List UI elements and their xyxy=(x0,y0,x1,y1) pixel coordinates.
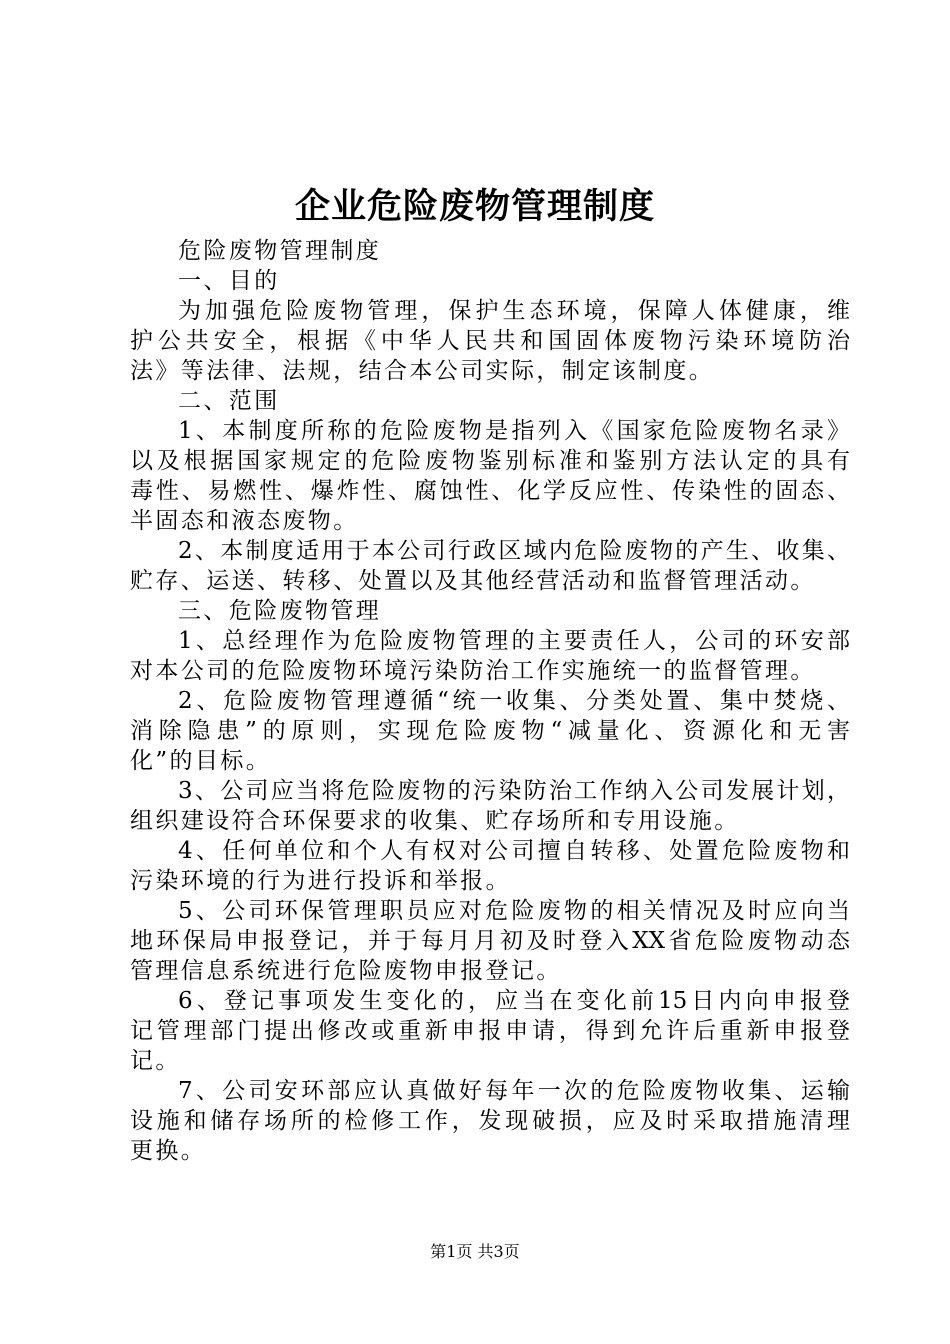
text-line: 为加强危险废物管理，保护生态环境，保障人体健康，维 xyxy=(178,298,850,324)
text-line: 消除隐患”的原则，实现危险废物“减量化、资源化和无害 xyxy=(130,718,850,744)
text-line: 1、本制度所称的危险废物是指列入《国家危险废物名录》 xyxy=(178,418,850,444)
text-line: 以及根据国家规定的危险废物鉴别标准和鉴别方法认定的具有 xyxy=(130,448,850,474)
text-line: 2、本制度适用于本公司行政区域内危险废物的产生、收集、 xyxy=(178,538,850,564)
document-body xyxy=(130,236,850,1166)
text-line: 二、范围 xyxy=(178,388,280,414)
text-line: 一、目的 xyxy=(178,268,280,294)
page-footer: 第1页 共3页 xyxy=(430,1242,520,1261)
text-line: 污染环境的行为进行投诉和举报。 xyxy=(130,868,511,894)
text-line: 地环保局申报登记，并于每月月初及时登入XX省危险废物动态 xyxy=(130,928,850,954)
text-line: 3、公司应当将危险废物的污染防治工作纳入公司发展计划， xyxy=(178,778,850,804)
text-line: 7、公司安环部应认真做好每年一次的危险废物收集、运输 xyxy=(178,1078,850,1104)
text-line: 5、公司环保管理职员应对危险废物的相关情况及时应向当 xyxy=(178,898,850,924)
text-line: 记。 xyxy=(130,1048,181,1074)
text-line: 护公共安全，根据《中华人民共和国固体废物污染环境防治 xyxy=(130,328,850,354)
text-line: 4、任何单位和个人有权对公司擅自转移、处置危险废物和 xyxy=(178,838,850,864)
text-line: 1、总经理作为危险废物管理的主要责任人，公司的环安部 xyxy=(178,628,850,654)
text-line: 6、登记事项发生变化的，应当在变化前15日内向申报登 xyxy=(178,988,850,1014)
text-line: 法》等法律、法规，结合本公司实际，制定该制度。 xyxy=(130,358,715,384)
text-line: 贮存、运送、转移、处置以及其他经营活动和监督管理活动。 xyxy=(130,568,816,594)
text-line: 半固态和液态废物。 xyxy=(130,508,359,534)
text-line: 组织建设符合环保要求的收集、贮存场所和专用设施。 xyxy=(130,808,740,834)
text-line: 2、危险废物管理遵循“统一收集、分类处置、集中焚烧、 xyxy=(178,688,850,714)
text-line: 更换。 xyxy=(130,1138,207,1164)
text-line: 危险废物管理制度 xyxy=(178,238,382,264)
text-line: 设施和储存场所的检修工作，发现破损，应及时采取措施清理 xyxy=(130,1108,850,1134)
text-line: 三、危险废物管理 xyxy=(178,598,382,624)
text-line: 记管理部门提出修改或重新申报申请，得到允许后重新申报登 xyxy=(130,1018,850,1044)
text-line: 化”的目标。 xyxy=(130,748,272,774)
text-line: 管理信息系统进行危险废物申报登记。 xyxy=(130,958,562,984)
text-line: 对本公司的危险废物环境污染防治工作实施统一的监督管理。 xyxy=(130,658,816,684)
text-line: 毒性、易燃性、爆炸性、腐蚀性、化学反应性、传染性的固态、 xyxy=(130,478,850,504)
document-title: 企业危险废物管理制度 xyxy=(294,186,655,227)
